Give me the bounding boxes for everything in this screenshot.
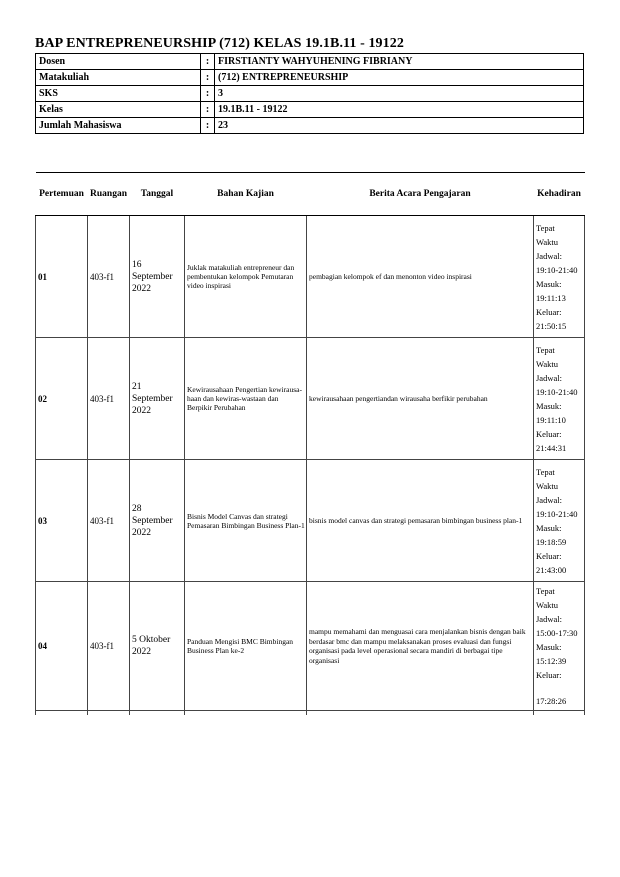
kehadiran-line: Waktu — [536, 358, 558, 369]
kehadiran-line — [536, 682, 583, 694]
table-row — [36, 582, 585, 711]
continuation-cell — [185, 711, 307, 716]
cell-bahan-kajian: Bisnis Model Canvas dan strategi Pemasaran Bimbingan Business Plan-1 — [185, 460, 307, 582]
info-separator: : — [201, 86, 215, 102]
table-header-row — [36, 173, 585, 216]
continuation-cell — [130, 711, 185, 716]
cell-pertemuan: 02 — [36, 338, 88, 460]
table-row — [36, 460, 585, 582]
cell-ruangan: 403-f1 — [88, 582, 130, 711]
tanggal-line: 2022 — [132, 647, 151, 657]
kehadiran-line: Masuk: — [536, 522, 562, 533]
info-separator: : — [201, 54, 215, 70]
table-row — [36, 338, 585, 460]
info-separator: : — [201, 70, 215, 86]
kehadiran-line: Jadwal: — [536, 494, 562, 505]
kehadiran-line: 21:43:00 — [536, 564, 567, 575]
cell-bahan-kajian: Panduan Mengisi BMC Bimbingan Business Plan ke-2 — [185, 582, 307, 711]
kehadiran-line: 19:10-21:40 — [536, 386, 578, 397]
tanggal-line: 16 — [132, 259, 142, 270]
col-header-berita-acara: Berita Acara Pengajaran — [307, 173, 534, 216]
col-header-pertemuan: Pertemuan — [36, 173, 88, 216]
kehadiran-line: Tepat — [536, 222, 555, 233]
cell-ruangan: 403-f1 — [88, 460, 130, 582]
cell-kehadiran — [534, 338, 585, 460]
cell-kehadiran — [534, 460, 585, 582]
info-row — [36, 70, 584, 86]
cell-tanggal — [130, 216, 185, 338]
cell-tanggal — [130, 460, 185, 582]
table-row — [36, 216, 585, 338]
cell-kehadiran — [534, 216, 585, 338]
kehadiran-line: Keluar: — [536, 670, 562, 680]
kehadiran-line: Jadwal: — [536, 372, 562, 383]
info-row — [36, 54, 584, 70]
kehadiran-line: Masuk: — [536, 642, 562, 652]
kehadiran-line: Waktu — [536, 600, 558, 610]
info-row — [36, 86, 584, 102]
col-header-bahan-kajian: Bahan Kajian — [185, 173, 307, 216]
tanggal-line: September — [132, 515, 173, 526]
info-value: FIRSTIANTY WAHYUHENING FIBRIANY — [215, 54, 584, 70]
kehadiran-line: Waktu — [536, 236, 558, 247]
kehadiran-line: Tepat — [536, 586, 555, 596]
kehadiran-line: 17:28:26 — [536, 696, 567, 706]
course-info-table — [35, 53, 584, 134]
col-header-kehadiran: Kehadiran — [534, 173, 585, 216]
cell-ruangan: 403-f1 — [88, 338, 130, 460]
continuation-cell — [534, 711, 585, 716]
page-title: BAP ENTREPRENEURSHIP (712) KELAS 19.1B.11 - 19122 — [35, 36, 404, 51]
info-row — [36, 118, 584, 134]
info-label: Matakuliah — [36, 70, 201, 86]
tanggal-line: 28 — [132, 503, 142, 514]
kehadiran-line: 19:10-21:40 — [536, 264, 578, 275]
cell-berita-acara: bisnis model canvas dan strategi pemasaran bimbingan business plan-1 — [307, 460, 534, 582]
tanggal-line: 2022 — [132, 527, 151, 538]
info-separator: : — [201, 118, 215, 134]
tanggal-line: 21 — [132, 381, 142, 392]
kehadiran-line: Jadwal: — [536, 614, 562, 624]
kehadiran-line: Jadwal: — [536, 250, 562, 261]
tanggal-line: September — [132, 271, 173, 282]
table-continuation — [36, 711, 585, 716]
kehadiran-line: 19:11:13 — [536, 292, 566, 303]
cell-berita-acara: mampu memahami dan menguasai cara menjalankan bisnis dengan baik berdasar bmc dan mampu melaksanakan proses evaluasi dan fungsi organisasi pada level operasional secara mandiri di berbagai tipe organisasi — [307, 582, 534, 711]
kehadiran-line: Masuk: — [536, 278, 562, 289]
info-label: Dosen — [36, 54, 201, 70]
kehadiran-line: 15:00-17:30 — [536, 628, 578, 638]
continuation-cell — [307, 711, 534, 716]
kehadiran-line: 19:11:10 — [536, 414, 566, 425]
kehadiran-line: 19:10-21:40 — [536, 508, 578, 519]
cell-tanggal — [130, 338, 185, 460]
cell-pertemuan: 03 — [36, 460, 88, 582]
tanggal-line: 2022 — [132, 283, 151, 294]
cell-pertemuan: 01 — [36, 216, 88, 338]
cell-tanggal — [130, 582, 185, 711]
cell-ruangan: 403-f1 — [88, 216, 130, 338]
cell-bahan-kajian: Juklak matakuliah entrepreneur dan pembentukan kelompok Pemutaran video inspirasi — [185, 216, 307, 338]
kehadiran-line: Tepat — [536, 344, 555, 355]
info-separator: : — [201, 102, 215, 118]
info-value: 23 — [215, 118, 584, 134]
kehadiran-line: Masuk: — [536, 400, 562, 411]
info-value: 19.1B.11 - 19122 — [215, 102, 584, 118]
kehadiran-line: 15:12:39 — [536, 656, 567, 666]
cell-berita-acara: kewirausahaan pengertiandan wirausaha berfikir perubahan — [307, 338, 534, 460]
kehadiran-line: Waktu — [536, 480, 558, 491]
kehadiran-line: 21:44:31 — [536, 442, 567, 453]
cell-pertemuan: 04 — [36, 582, 88, 711]
continuation-cell — [88, 711, 130, 716]
cell-bahan-kajian: Kewirausahaan Pengertian kewirausa-haan dan kewiras-wastaan dan Berpikir Perubahan — [185, 338, 307, 460]
cell-kehadiran — [534, 582, 585, 711]
kehadiran-line: 19:18:59 — [536, 536, 567, 547]
attendance-table — [35, 172, 585, 715]
continuation-cell — [36, 711, 88, 716]
tanggal-line: 5 Oktober — [132, 635, 171, 645]
col-header-ruangan: Ruangan — [88, 173, 130, 216]
info-value: 3 — [215, 86, 584, 102]
info-label: Jumlah Mahasiswa — [36, 118, 201, 134]
col-header-tanggal: Tanggal — [130, 173, 185, 216]
kehadiran-line: 21:50:15 — [536, 320, 567, 331]
kehadiran-line: Keluar: — [536, 306, 562, 317]
kehadiran-line: Keluar: — [536, 428, 562, 439]
kehadiran-line: Keluar: — [536, 550, 562, 561]
info-row — [36, 102, 584, 118]
info-value: (712) ENTREPRENEURSHIP — [215, 70, 584, 86]
kehadiran-line: Tepat — [536, 466, 555, 477]
info-label: SKS — [36, 86, 201, 102]
tanggal-line: 2022 — [132, 405, 151, 416]
cell-berita-acara: pembagian kelompok ef dan menonton video inspirasi — [307, 216, 534, 338]
tanggal-line: September — [132, 393, 173, 404]
info-label: Kelas — [36, 102, 201, 118]
